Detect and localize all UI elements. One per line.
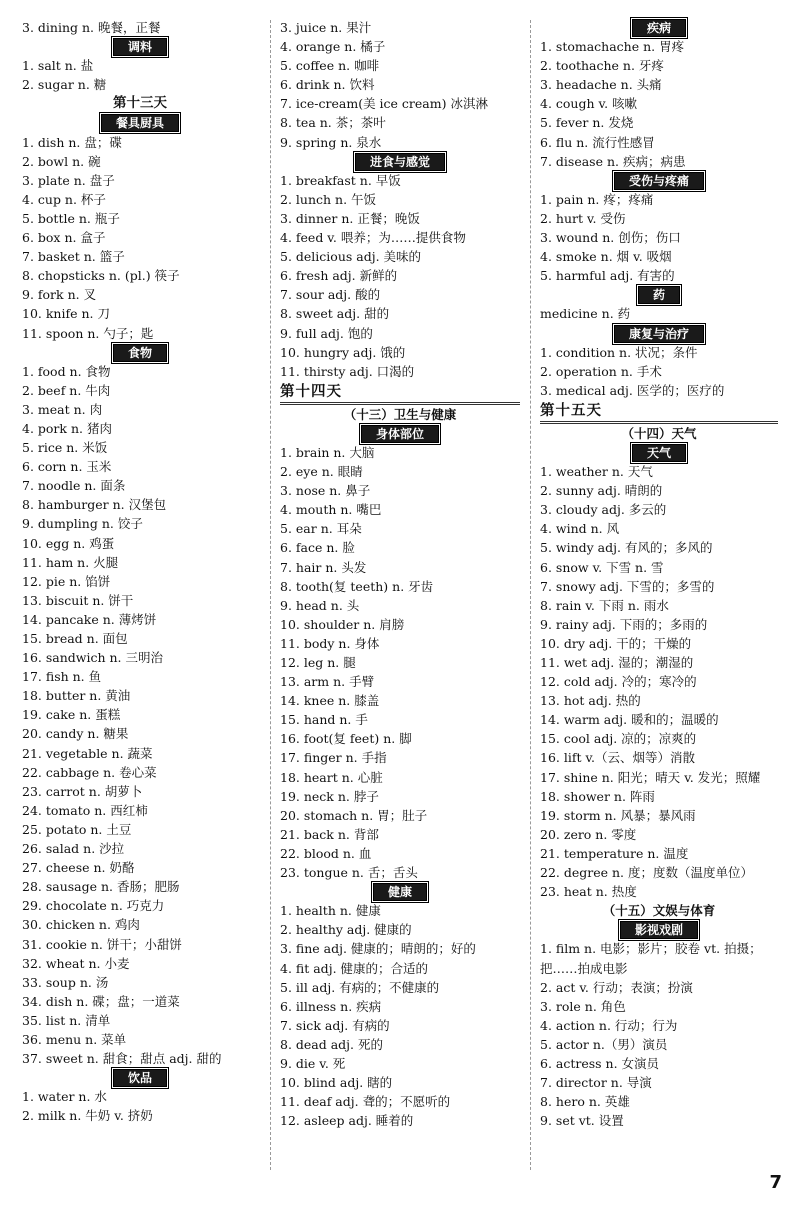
vocab-entry: 5. ill adj. 有病的；不健康的: [280, 979, 440, 995]
vocab-entry: 4. feed v. 喂养；为……提供食物: [280, 230, 466, 246]
vocab-entry: 1. film n. 电影；影片；胶卷 vt. 拍摄；把……拍成电影: [540, 941, 762, 976]
vocab-entry: 2. bowl n. 碗: [22, 153, 101, 169]
vocab-entry: 2. milk n. 牛奶 v. 挤奶: [22, 1108, 153, 1124]
vocab-entry: 18. shower n. 阵雨: [540, 788, 655, 804]
vocab-entry: 36. menu n. 菜单: [22, 1031, 127, 1047]
vocab-entry: 1. water n. 水: [22, 1089, 107, 1105]
day-heading: 第十三天: [113, 95, 167, 112]
vocab-entry: 13. arm n. 手臂: [280, 674, 375, 690]
vocab-entry: 7. basket n. 篮子: [22, 249, 125, 265]
vocab-entry: 3. headache n. 头痛: [540, 77, 662, 93]
vocab-entry: 12. pie n. 馅饼: [22, 573, 111, 589]
vocab-entry: 2. healthy adj. 健康的: [280, 922, 412, 938]
vocab-entry: 11. thirsty adj. 口渴的: [280, 363, 415, 379]
column-middle: [280, 18, 520, 1130]
column-divider: [530, 20, 531, 1170]
vocab-entry: 14. warm adj. 暖和的；温暖的: [540, 712, 719, 728]
vocab-entry: 2. toothache n. 牙疼: [540, 58, 664, 74]
vocab-entry: 7. sick adj. 有病的: [280, 1017, 390, 1033]
vocab-entry: 9. set vt. 设置: [540, 1113, 624, 1129]
vocab-entry: 4. pork n. 猪肉: [22, 420, 112, 436]
section-heading-label: 天气: [632, 444, 686, 462]
vocab-entry: 13. hot adj. 热的: [540, 693, 641, 709]
section-heading: [540, 324, 778, 343]
vocab-entry: 22. blood n. 血: [280, 845, 372, 861]
vocab-entry: 4. mouth n. 嘴巴: [280, 502, 382, 518]
vocab-entry: 30. chicken n. 鸡肉: [22, 917, 140, 933]
vocab-entry: 6. corn n. 玉米: [22, 459, 112, 475]
vocab-entry: 6. flu n. 流行性感冒: [540, 134, 655, 150]
vocab-entry: 34. dish n. 碟；盘；一道菜: [22, 993, 180, 1009]
vocab-entry: 2. beef n. 牛肉: [22, 382, 111, 398]
vocab-entry: 8. hamburger n. 汉堡包: [22, 497, 167, 513]
vocab-entry: 1. dish n. 盘；碟: [22, 134, 122, 150]
vocab-entry: 16. sandwich n. 三明治: [22, 650, 163, 666]
vocab-entry: medicine n. 药: [540, 306, 631, 322]
vocab-entry: 11. spoon n. 勺子；匙: [22, 325, 154, 341]
vocab-entry: 5. fever n. 发烧: [540, 115, 634, 131]
vocab-entry: 3. fine adj. 健康的；晴朗的；好的: [280, 941, 476, 957]
vocab-entry: 19. cake n. 蛋糕: [22, 707, 121, 723]
vocab-entry: 8. sweet adj. 甜的: [280, 306, 390, 322]
vocab-entry: 6. fresh adj. 新鲜的: [280, 268, 398, 284]
section-heading: [280, 152, 520, 171]
vocab-entry: 1. condition n. 状况；条件: [540, 344, 698, 360]
vocab-entry: 25. potato n. 土豆: [22, 821, 132, 837]
vocab-entry: 18. heart n. 心脏: [280, 769, 383, 785]
section-heading-label: 饮品: [113, 1069, 167, 1087]
vocab-entry: 18. butter n. 黄油: [22, 688, 131, 704]
vocab-entry: 3. role n. 角色: [540, 998, 626, 1014]
vocab-entry: 2. sugar n. 糖: [22, 77, 107, 93]
vocab-entry: 1. breakfast n. 早饭: [280, 172, 401, 188]
vocab-entry: 37. sweet n. 甜食；甜点 adj. 甜的: [22, 1051, 222, 1067]
section-heading: [540, 285, 778, 304]
vocab-entry: 6. face n. 脸: [280, 540, 355, 556]
vocab-entry: 1. salt n. 盐: [22, 58, 94, 74]
section-heading-label: 餐具厨具: [101, 114, 179, 132]
vocab-entry: 20. candy n. 糖果: [22, 726, 129, 742]
vocab-entry: 4. cup n. 杯子: [22, 191, 106, 207]
vocab-entry: 8. rain v. 下雨 n. 雨水: [540, 597, 669, 613]
vocab-entry: 6. actress n. 女演员: [540, 1055, 660, 1071]
vocab-entry: 3. dining n. 晚餐，正餐: [22, 20, 161, 35]
vocab-entry: 10. dry adj. 干的；干燥的: [540, 635, 692, 651]
vocab-entry: 8. hero n. 英雄: [540, 1094, 630, 1110]
vocab-entry: 9. head n. 头: [280, 597, 360, 613]
vocab-entry: 17. shine n. 阳光；晴天 v. 发光；照耀: [540, 769, 761, 785]
section-heading-label: 进食与感觉: [355, 153, 445, 171]
vocab-entry: 1. stomachache n. 胃疼: [540, 39, 685, 55]
topic-heading: （十四）天气: [621, 425, 697, 441]
column-right: [540, 18, 778, 1130]
vocab-entry: 11. wet adj. 湿的；潮湿的: [540, 655, 694, 670]
vocab-entry: 9. die v. 死: [280, 1055, 346, 1071]
vocab-entry: 8. dead adj. 死的: [280, 1036, 384, 1052]
vocab-entry: 19. neck n. 脖子: [280, 788, 379, 804]
section-heading: [280, 882, 520, 901]
vocab-entry: 4. action n. 行动；行为: [540, 1017, 678, 1033]
vocab-entry: 23. tongue n. 舌；舌头: [280, 865, 418, 881]
vocab-entry: 4. wind n. 风: [540, 521, 620, 537]
section-heading-label: 影视戏剧: [620, 921, 698, 939]
section-heading: [540, 443, 778, 462]
vocab-entry: 3. medical adj. 医学的；医疗的: [540, 382, 725, 398]
section-heading: [280, 424, 520, 443]
vocab-entry: 5. harmful adj. 有害的: [540, 268, 675, 284]
vocab-entry: 28. sausage n. 香肠；肥肠: [22, 879, 180, 895]
vocab-entry: 2. act v. 行动；表演；扮演: [540, 979, 693, 995]
vocab-entry: 8. tea n. 茶；茶叶: [280, 115, 386, 131]
vocab-entry: 2. operation n. 手术: [540, 363, 662, 379]
vocab-entry: 4. cough v. 咳嗽: [540, 96, 638, 112]
vocab-entry: 26. salad n. 沙拉: [22, 841, 125, 857]
vocab-entry: 7. snowy adj. 下雪的；多雪的: [540, 578, 715, 594]
vocab-entry: 9. fork n. 叉: [22, 287, 97, 303]
vocab-entry: 2. sunny adj. 晴朗的: [540, 483, 663, 499]
vocab-entry: 11. deaf adj. 聋的；不愿听的: [280, 1094, 451, 1110]
vocab-entry: 19. storm n. 风暴；暴风雨: [540, 807, 696, 823]
vocab-entry: 9. rainy adj. 下雨的；多雨的: [540, 616, 708, 632]
vocab-entry: 12. cold adj. 冷的；寒冷的: [540, 674, 697, 690]
vocab-entry: 6. drink n. 饮料: [280, 77, 375, 93]
vocab-entry: 4. orange n. 橘子: [280, 39, 386, 55]
vocab-entry: 33. soup n. 汤: [22, 974, 109, 990]
day-heading: 第十五天: [540, 400, 778, 424]
vocab-entry: 7. hair n. 头发: [280, 559, 367, 575]
topic-heading: （十三）卫生与健康: [343, 406, 457, 422]
section-heading-label: 受伤与疼痛: [614, 172, 704, 190]
vocab-entry: 5. bottle n. 瓶子: [22, 210, 120, 226]
vocab-entry: 35. list n. 清单: [22, 1012, 111, 1028]
vocab-entry: 12. asleep adj. 睡着的: [280, 1113, 414, 1129]
vocab-entry: 23. carrot n. 胡萝卜: [22, 783, 143, 799]
section-heading-label: 调料: [113, 38, 167, 56]
section-heading-label: 疾病: [632, 19, 686, 37]
vocab-entry: 10. blind adj. 瞎的: [280, 1075, 393, 1091]
vocab-entry: 27. cheese n. 奶酪: [22, 860, 135, 876]
section-heading: [540, 18, 778, 37]
vocab-entry: 8. tooth(复 teeth) n. 牙齿: [280, 578, 434, 594]
vocab-entry: 15. bread n. 面包: [22, 631, 128, 646]
vocab-entry: 9. spring n. 泉水: [280, 134, 382, 150]
vocab-entry: 7. director n. 导演: [540, 1075, 652, 1091]
column-left: [22, 18, 258, 1125]
vocab-entry: 2. lunch n. 午饭: [280, 191, 377, 207]
vocab-entry: 24. tomato n. 西红柿: [22, 802, 148, 818]
vocab-entry: 22. degree n. 度；度数（温度单位）: [540, 865, 753, 881]
vocab-entry: 22. cabbage n. 卷心菜: [22, 764, 157, 780]
vocab-entry: 3. nose n. 鼻子: [280, 483, 371, 499]
vocab-entry: 29. chocolate n. 巧克力: [22, 898, 165, 914]
vocab-entry: 2. hurt v. 受伤: [540, 210, 626, 226]
vocab-entry: 1. pain n. 疼；疼痛: [540, 191, 654, 207]
section-heading-label: 健康: [373, 883, 427, 901]
vocab-entry: 12. leg n. 腿: [280, 655, 356, 670]
vocab-entry: 11. ham n. 火腿: [22, 554, 119, 570]
vocab-entry: 21. vegetable n. 蔬菜: [22, 745, 153, 761]
vocab-entry: 16. lift v.（云、烟等）消散: [540, 750, 696, 766]
vocab-entry: 6. box n. 盒子: [22, 230, 106, 246]
vocab-entry: 3. meat n. 肉: [22, 401, 103, 417]
vocab-entry: 17. finger n. 手指: [280, 750, 387, 766]
vocab-entry: 11. body n. 身体: [280, 635, 380, 651]
section-heading-label: 康复与治疗: [614, 325, 704, 343]
vocab-entry: 10. hungry adj. 饿的: [280, 344, 406, 360]
vocab-entry: 7. noodle n. 面条: [22, 478, 126, 494]
vocab-entry: 6. illness n. 疾病: [280, 998, 382, 1014]
vocab-entry: 5. rice n. 米饭: [22, 440, 108, 456]
section-heading: [22, 343, 258, 362]
vocab-entry: 1. weather n. 天气: [540, 464, 653, 480]
section-heading-label: 食物: [113, 344, 167, 362]
column-divider: [270, 20, 271, 1170]
vocab-entry: 5. delicious adj. 美味的: [280, 249, 422, 265]
vocab-entry: 1. brain n. 大脑: [280, 444, 375, 460]
vocab-entry: 7. sour adj. 酸的: [280, 287, 381, 303]
vocab-entry: 10. egg n. 鸡蛋: [22, 535, 115, 551]
vocab-entry: 16. foot(复 feet) n. 脚: [280, 731, 412, 747]
vocab-entry: 2. eye n. 眼睛: [280, 464, 363, 480]
vocab-entry: 1. food n. 食物: [22, 363, 111, 379]
section-heading-label: 药: [638, 286, 680, 304]
page-number: 7: [769, 1172, 782, 1193]
vocab-entry: 4. fit adj. 健康的；合适的: [280, 960, 429, 976]
vocab-entry: 3. dinner n. 正餐；晚饭: [280, 210, 420, 226]
vocab-entry: 32. wheat n. 小麦: [22, 955, 130, 971]
vocab-entry: 6. snow v. 下雪 n. 雪: [540, 559, 664, 575]
vocab-entry: 23. heat n. 热度: [540, 884, 637, 900]
vocab-entry: 20. stomach n. 胃；肚子: [280, 807, 428, 823]
vocab-entry: 9. full adj. 饱的: [280, 325, 373, 341]
vocab-entry: 21. back n. 背部: [280, 826, 379, 842]
vocab-entry: 5. ear n. 耳朵: [280, 521, 362, 537]
section-heading: [22, 113, 258, 132]
vocab-entry: 20. zero n. 零度: [540, 826, 637, 842]
vocab-entry: 5. coffee n. 咖啡: [280, 58, 380, 74]
vocab-entry: 3. wound n. 创伤；伤口: [540, 230, 681, 246]
topic-heading: （十五）文娱与体育: [602, 903, 716, 919]
vocab-entry: 1. health n. 健康: [280, 903, 381, 919]
vocab-entry: 3. juice n. 果汁: [280, 20, 372, 35]
section-heading: [22, 37, 258, 56]
vocab-entry: 14. knee n. 膝盖: [280, 693, 380, 709]
vocab-entry: 21. temperature n. 温度: [540, 845, 689, 861]
vocab-entry: 10. knife n. 刀: [22, 306, 110, 322]
section-heading: [540, 920, 778, 939]
vocab-entry: 8. chopsticks n. (pl.) 筷子: [22, 268, 180, 284]
vocab-entry: 3. plate n. 盘子: [22, 172, 115, 188]
vocab-entry: 5. windy adj. 有风的；多风的: [540, 540, 713, 556]
vocab-entry: 9. dumpling n. 饺子: [22, 516, 143, 532]
section-heading: [540, 171, 778, 190]
section-heading: [22, 1068, 258, 1087]
vocab-entry: 3. cloudy adj. 多云的: [540, 502, 667, 518]
vocab-entry: 17. fish n. 鱼: [22, 669, 102, 685]
vocab-entry: 14. pancake n. 薄烤饼: [22, 611, 157, 627]
vocab-entry: 7. ice-cream(美 ice cream) 冰淇淋: [280, 96, 488, 112]
vocab-entry: 5. actor n.（男）演员: [540, 1036, 668, 1052]
vocab-entry: 10. shoulder n. 肩膀: [280, 616, 405, 632]
vocab-entry: 13. biscuit n. 饼干: [22, 592, 134, 608]
section-heading-label: 身体部位: [361, 425, 439, 443]
day-heading: 第十四天: [280, 381, 520, 405]
vocab-entry: 15. cool adj. 凉的；凉爽的: [540, 731, 697, 747]
vocab-entry: 7. disease n. 疾病；病患: [540, 153, 686, 169]
vocab-entry: 4. smoke n. 烟 v. 吸烟: [540, 249, 672, 265]
vocab-entry: 15. hand n. 手: [280, 712, 368, 728]
vocab-entry: 31. cookie n. 饼干；小甜饼: [22, 936, 182, 952]
